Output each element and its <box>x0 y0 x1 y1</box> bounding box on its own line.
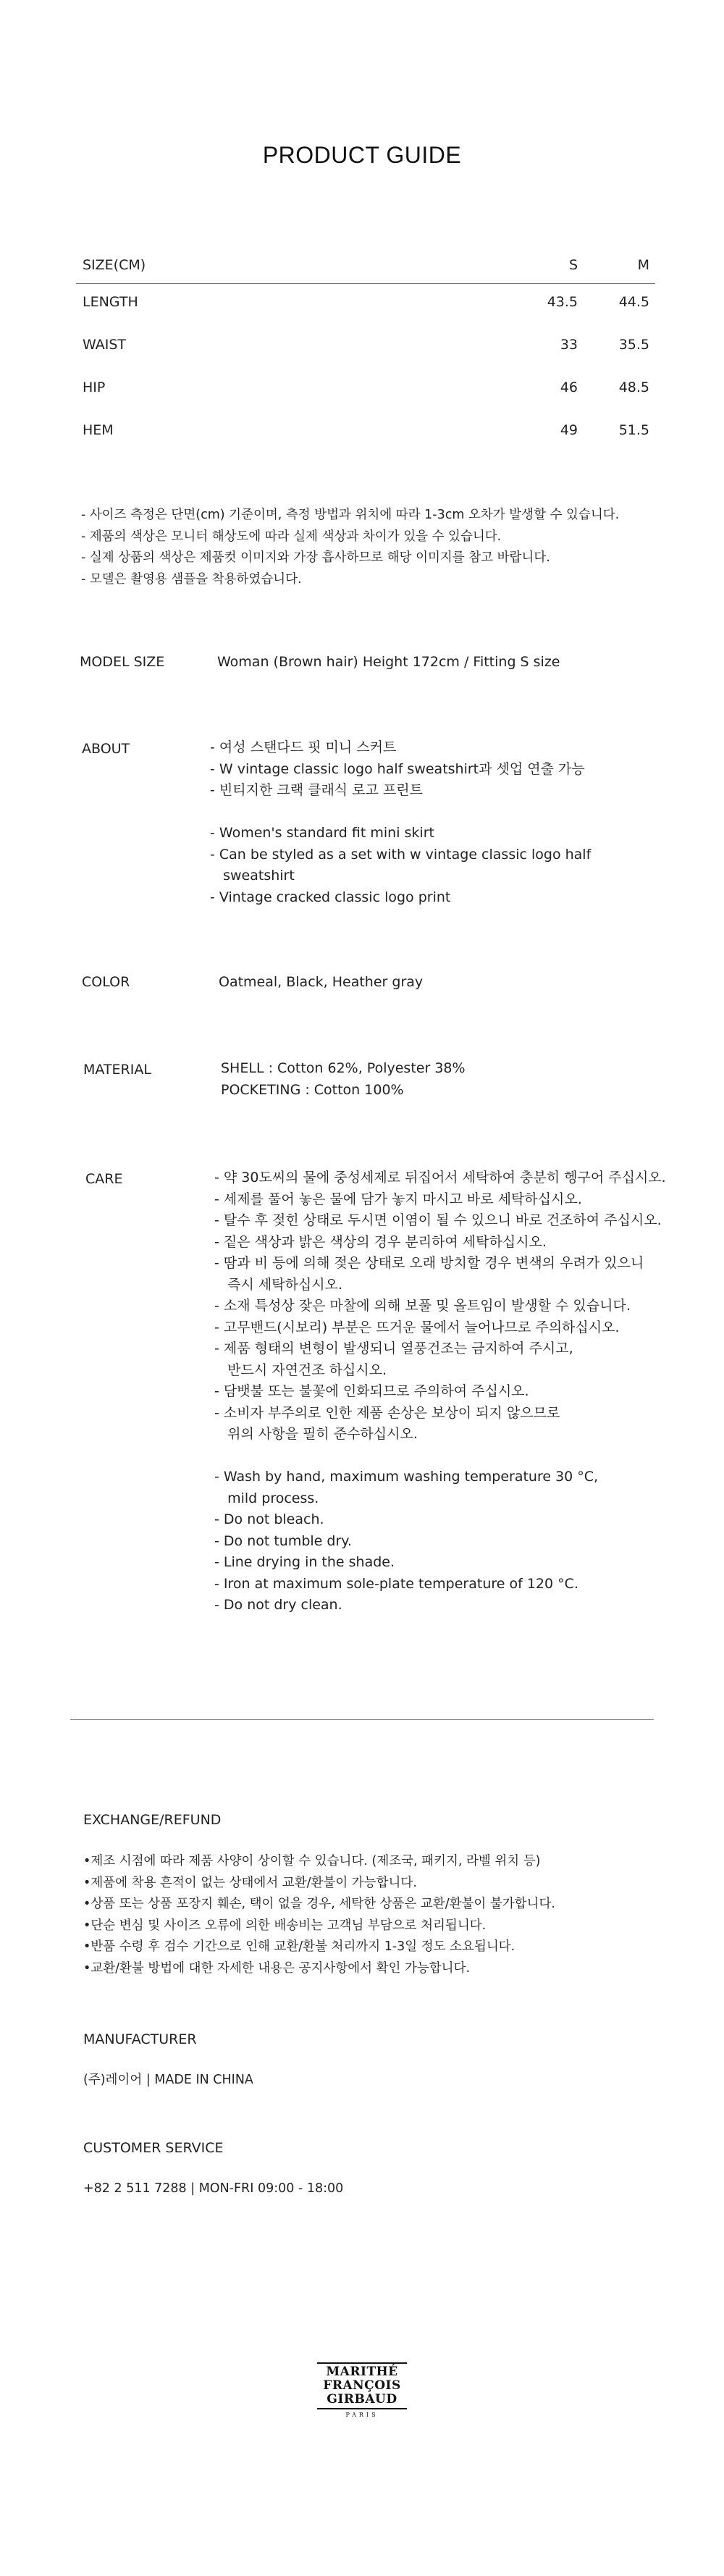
about-line: - Women's standard fit mini skirt <box>210 825 434 841</box>
logo-line: PARIS <box>345 2412 379 2418</box>
customer-service-value: +82 2 511 7288 | MON-FRI 09:00 - 18:00 <box>83 2181 344 2196</box>
note-line: - 모델은 촬영용 샘플을 착용하였습니다. <box>81 571 302 587</box>
care-label: CARE <box>85 1171 123 1187</box>
brand-logo <box>311 2361 413 2419</box>
note-line: - 제품의 색상은 모니터 해상도에 따라 실제 색상과 차이가 있을 수 있습니다. <box>81 529 502 544</box>
size-header-m: M <box>637 257 649 273</box>
care-line: 반드시 자연건조 하십시오. <box>214 1362 387 1378</box>
care-line: - Do not tumble dry. <box>214 1532 352 1549</box>
care-line: - 세제를 풀어 놓은 물에 담가 놓지 마시고 바로 세탁하십시오. <box>214 1191 582 1207</box>
care-line: - Wash by hand, maximum washing temperature 30 °C, <box>214 1469 599 1485</box>
exchange-line: •제품에 착용 흔적이 없는 상태에서 교환/환불이 가능합니다. <box>83 1875 417 1890</box>
cell-m: 44.5 <box>618 294 649 310</box>
about-line: - Can be styled as a set with w vintage classic logo half <box>210 846 592 863</box>
about-line: - 여성 스탠다드 핏 미니 스커트 <box>210 739 397 755</box>
color-label: COLOR <box>82 974 130 990</box>
care-line: - Do not bleach. <box>214 1511 324 1527</box>
note-line: - 사이즈 측정은 단면(cm) 기준이며, 측정 방법과 위치에 따라 1-3cm 오차가 발생할 수 있습니다. <box>81 508 620 522</box>
cell-m: 51.5 <box>618 422 649 438</box>
logo-rule <box>317 2362 407 2364</box>
table-row <box>76 287 655 330</box>
exchange-heading: EXCHANGE/REFUND <box>83 1812 222 1828</box>
row-label: HIP <box>83 379 106 395</box>
page-title: PRODUCT GUIDE <box>262 142 462 168</box>
material-lines <box>221 1058 466 1101</box>
note-line: - 실제 상품의 색상은 제품컷 이미지와 가장 흡사하므로 해당 이미지를 참고 바랍니다. <box>81 550 550 565</box>
care-lines <box>214 1167 666 1616</box>
cell-s: 49 <box>560 422 578 438</box>
care-line: - 짙은 색상과 밝은 색상의 경우 분리하여 세탁하십시오. <box>214 1233 547 1250</box>
material-line: SHELL : Cotton 62%, Polyester 38% <box>221 1060 466 1076</box>
row-label: HEM <box>83 422 114 438</box>
size-notes <box>81 505 619 590</box>
cell-s: 33 <box>560 337 578 353</box>
size-table <box>76 250 655 458</box>
size-header-s: S <box>568 257 578 273</box>
care-line: - 소재 특성상 잦은 마찰에 의해 보풀 및 올트임이 발생할 수 있습니다. <box>214 1298 631 1314</box>
about-label: ABOUT <box>82 741 130 757</box>
manufacturer-value: (주)레이어 | MADE IN CHINA <box>83 2073 253 2087</box>
logo-line: MARITHÉ <box>326 2365 398 2379</box>
care-line: - 땀과 비 등에 의해 젖은 상태로 오래 방치할 경우 변색의 우려가 있으니 <box>214 1255 644 1271</box>
section-divider <box>70 1719 654 1720</box>
material-label: MATERIAL <box>83 1062 151 1078</box>
care-line: - 제품 형태의 변형이 발생되니 열풍건조는 금지하여 주시고, <box>214 1341 573 1356</box>
table-row <box>76 372 655 415</box>
care-line: - Iron at maximum sole-plate temperature of 120 °C. <box>214 1575 578 1592</box>
size-header-label: SIZE(CM) <box>83 257 146 273</box>
about-line <box>210 802 591 823</box>
exchange-line: •반품 수령 후 검수 기간으로 인해 교환/환불 처리까지 1-3일 정도 소요됩니다. <box>83 1939 515 1954</box>
exchange-lines <box>83 1851 555 1979</box>
manufacturer-heading: MANUFACTURER <box>83 2031 197 2047</box>
row-label: LENGTH <box>83 294 138 310</box>
material-line: POCKETING : Cotton 100% <box>221 1081 404 1098</box>
customer-service-heading: CUSTOMER SERVICE <box>83 2140 224 2156</box>
exchange-line: •단순 변심 및 사이즈 오류에 의한 배송비는 고객님 부담으로 처리됩니다. <box>83 1918 487 1933</box>
care-line: - 약 30도씨의 물에 중성세제로 뒤집어서 세탁하여 충분히 헹구어 주십시오. <box>214 1170 666 1186</box>
cell-m: 35.5 <box>618 337 649 353</box>
care-line: - 담뱃불 또는 불꽃에 인화되므로 주의하여 주십시오. <box>214 1383 529 1399</box>
care-line: mild process. <box>214 1490 319 1506</box>
model-size-label: MODEL SIZE <box>80 654 165 670</box>
care-line: - Line drying in the shade. <box>214 1554 395 1570</box>
table-row <box>76 330 655 372</box>
care-line: 즉시 세탁하십시오. <box>214 1276 343 1293</box>
cell-s: 46 <box>560 379 578 395</box>
row-label: WAIST <box>83 337 127 353</box>
care-line: 위의 사항을 필히 준수하십시오. <box>214 1426 418 1442</box>
cell-s: 43.5 <box>547 294 578 310</box>
about-line: - Vintage cracked classic logo print <box>210 889 451 905</box>
logo-line: GIRBAUD <box>327 2392 397 2407</box>
cell-m: 48.5 <box>618 379 649 395</box>
table-row <box>76 415 655 458</box>
exchange-line: •상품 또는 상품 포장지 훼손, 택이 없을 경우, 세탁한 상품은 교환/환불이 불가합니다. <box>83 1897 555 1911</box>
about-line: - W vintage classic logo half sweatshirt과 셋업 연출 가능 <box>210 760 585 777</box>
logo-line: FRANÇOIS <box>323 2378 401 2393</box>
color-value: Oatmeal, Black, Heather gray <box>219 974 424 990</box>
care-line: - 고무밴드(시보리) 부분은 뜨거운 물에서 늘어나므로 주의하십시오. <box>214 1319 620 1335</box>
about-line: - 빈티지한 크랙 클래식 로고 프린트 <box>210 782 424 798</box>
care-line: - Do not dry clean. <box>214 1597 342 1613</box>
care-line <box>214 1446 666 1467</box>
about-lines <box>210 737 591 908</box>
model-size-value: Woman (Brown hair) Height 172cm / Fitting S size <box>217 654 560 670</box>
care-line: - 탈수 후 젖힌 상태로 두시면 이염이 될 수 있으니 바로 건조하여 주십시오. <box>214 1212 662 1228</box>
logo-rule <box>317 2408 407 2409</box>
about-line: sweatshirt <box>210 868 295 884</box>
care-line: - 소비자 부주의로 인한 제품 손상은 보상이 되지 않으므로 <box>214 1404 560 1421</box>
exchange-line: •제조 시점에 따라 제품 사양이 상이할 수 있습니다. (제조국, 패키지, 라벨 위치 등) <box>83 1854 541 1868</box>
exchange-line: •교환/환불 방법에 대한 자세한 내용은 공지사항에서 확인 가능합니다. <box>83 1960 471 1976</box>
size-table-header <box>76 250 655 284</box>
